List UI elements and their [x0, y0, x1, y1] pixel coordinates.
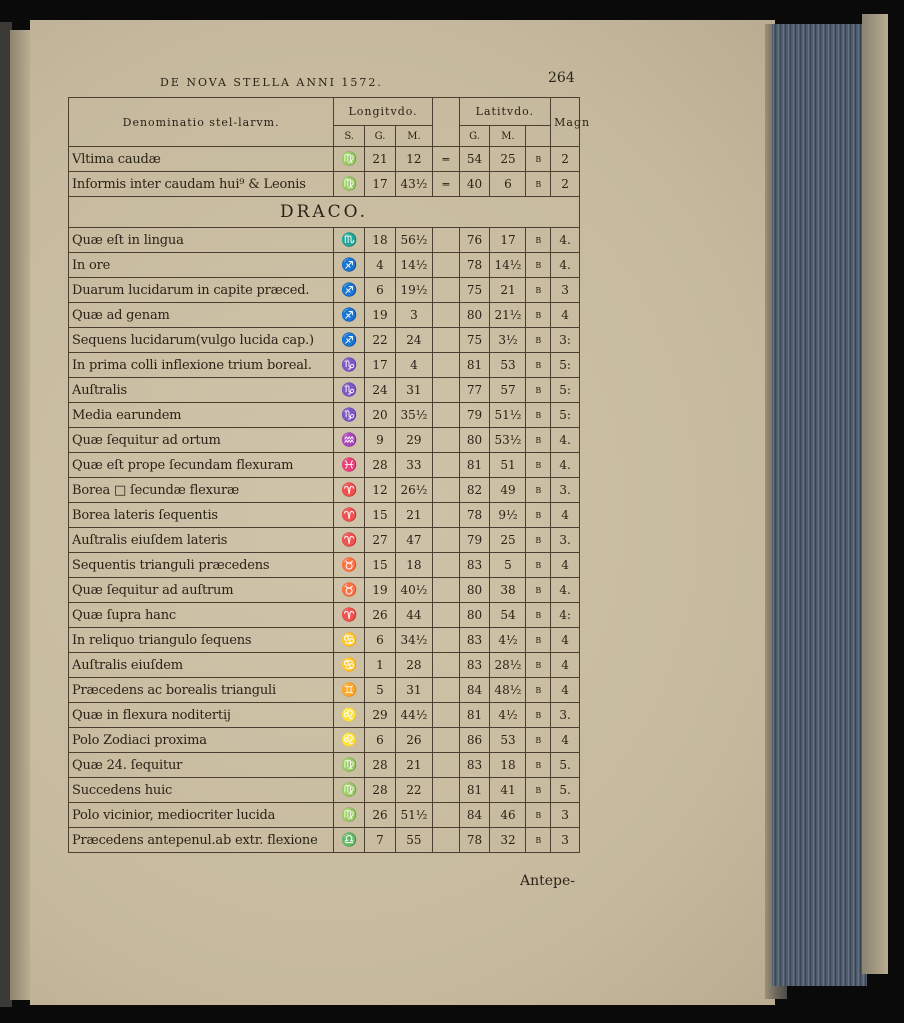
table-row — [69, 828, 580, 853]
magnitude: 4. — [551, 428, 580, 453]
star-name: Informis inter caudam hui⁹ & Leonis — [69, 172, 334, 197]
latitude-minutes: 21 — [490, 278, 526, 303]
longitude-minutes: 31 — [395, 678, 432, 703]
latitude-minutes: 51 — [490, 453, 526, 478]
running-head: DE NOVA STELLA ANNI 1572. — [160, 76, 383, 89]
magnitude: 5. — [551, 778, 580, 803]
longitude-minutes: 31 — [395, 378, 432, 403]
longitude-minutes: 43½ — [395, 172, 432, 197]
table-row — [69, 803, 580, 828]
longitude-degrees: 5 — [365, 678, 396, 703]
table-row — [69, 228, 580, 253]
column-rule — [432, 228, 459, 253]
star-name: In reliquo triangulo ſequens — [69, 628, 334, 653]
latitude-degrees: 81 — [459, 703, 490, 728]
page-number: 264 — [548, 70, 575, 86]
catchword: Antepe- — [520, 873, 576, 889]
latitude-direction: B — [526, 303, 551, 328]
latitude-degrees: 83 — [459, 628, 490, 653]
star-name: Quæ 24. ſequitur — [69, 753, 334, 778]
magnitude: 4 — [551, 553, 580, 578]
latitude-direction: B — [526, 253, 551, 278]
star-name: Præcedens antepenul.ab extr. flexione — [69, 828, 334, 853]
longitude-minutes: 56½ — [395, 228, 432, 253]
header-longitudo: Longitvdo. — [334, 98, 433, 126]
zodiac-sign: ♌ — [334, 703, 365, 728]
longitude-degrees: 29 — [365, 703, 396, 728]
latitude-degrees: 81 — [459, 453, 490, 478]
table-row — [69, 578, 580, 603]
star-name: Quæ ad genam — [69, 303, 334, 328]
magnitude: 3 — [551, 803, 580, 828]
table-row — [69, 728, 580, 753]
header-denominatio: Denominatio stel-larvm. — [69, 98, 334, 147]
table-row — [69, 253, 580, 278]
latitude-direction: B — [526, 603, 551, 628]
longitude-degrees: 19 — [365, 303, 396, 328]
latitude-minutes: 25 — [490, 528, 526, 553]
magnitude: 5: — [551, 378, 580, 403]
longitude-degrees: 28 — [365, 753, 396, 778]
column-rule — [432, 628, 459, 653]
latitude-direction: B — [526, 453, 551, 478]
longitude-minutes: 3 — [395, 303, 432, 328]
latitude-degrees: 78 — [459, 253, 490, 278]
latitude-direction: B — [526, 172, 551, 197]
longitude-minutes: 26 — [395, 728, 432, 753]
column-rule — [432, 378, 459, 403]
longitude-minutes: 18 — [395, 553, 432, 578]
longitude-degrees: 28 — [365, 453, 396, 478]
latitude-direction: B — [526, 653, 551, 678]
star-name: Quæ eſt in lingua — [69, 228, 334, 253]
zodiac-sign: ♋ — [334, 628, 365, 653]
star-name: In prima colli inflexione trium boreal. — [69, 353, 334, 378]
table-row — [69, 172, 580, 197]
latitude-minutes: 32 — [490, 828, 526, 853]
subheader-gradus: G. — [365, 126, 396, 147]
longitude-minutes: 55 — [395, 828, 432, 853]
longitude-minutes: 24 — [395, 328, 432, 353]
latitude-direction: B — [526, 147, 551, 172]
latitude-minutes: 25 — [490, 147, 526, 172]
latitude-minutes: 51½ — [490, 403, 526, 428]
table-row — [69, 478, 580, 503]
longitude-degrees: 28 — [365, 778, 396, 803]
magnitude: 4. — [551, 228, 580, 253]
latitude-degrees: 82 — [459, 478, 490, 503]
magnitude: 4: — [551, 603, 580, 628]
longitude-minutes: 51½ — [395, 803, 432, 828]
magnitude: 4 — [551, 678, 580, 703]
column-rule — [432, 403, 459, 428]
longitude-minutes: 40½ — [395, 578, 432, 603]
magnitude: 4 — [551, 653, 580, 678]
latitude-direction: B — [526, 678, 551, 703]
latitude-direction: B — [526, 728, 551, 753]
longitude-degrees: 17 — [365, 353, 396, 378]
latitude-degrees: 75 — [459, 278, 490, 303]
longitude-minutes: 14½ — [395, 253, 432, 278]
table-row — [69, 653, 580, 678]
star-name: Quæ eſt prope ſecundam flexuram — [69, 453, 334, 478]
magnitude: 4 — [551, 628, 580, 653]
longitude-degrees: 12 — [365, 478, 396, 503]
subheader-lat-minuta: M. — [490, 126, 526, 147]
latitude-direction: B — [526, 228, 551, 253]
star-name: Auſtralis — [69, 378, 334, 403]
longitude-minutes: 19½ — [395, 278, 432, 303]
zodiac-sign: ♋ — [334, 653, 365, 678]
latitude-minutes: 6 — [490, 172, 526, 197]
column-rule — [432, 528, 459, 553]
latitude-degrees: 77 — [459, 378, 490, 403]
column-rule — [432, 778, 459, 803]
zodiac-sign: ♈ — [334, 528, 365, 553]
latitude-degrees: 40 — [459, 172, 490, 197]
column-rule — [432, 478, 459, 503]
longitude-degrees: 7 — [365, 828, 396, 853]
table-row — [69, 678, 580, 703]
column-rule — [432, 328, 459, 353]
subheader-b-spacer — [526, 126, 551, 147]
magnitude: 3 — [551, 828, 580, 853]
latitude-minutes: 46 — [490, 803, 526, 828]
longitude-minutes: 34½ — [395, 628, 432, 653]
book-board-right — [862, 14, 888, 974]
column-rule — [432, 753, 459, 778]
latitude-direction: B — [526, 703, 551, 728]
magnitude: 4. — [551, 578, 580, 603]
magnitude: 4 — [551, 728, 580, 753]
column-rule — [432, 453, 459, 478]
column-rule — [432, 428, 459, 453]
latitude-direction: B — [526, 353, 551, 378]
latitude-direction: B — [526, 478, 551, 503]
latitude-minutes: 3½ — [490, 328, 526, 353]
zodiac-sign: ♈ — [334, 603, 365, 628]
latitude-degrees: 83 — [459, 553, 490, 578]
magnitude: 4 — [551, 503, 580, 528]
longitude-degrees: 19 — [365, 578, 396, 603]
latitude-degrees: 54 — [459, 147, 490, 172]
table-row — [69, 303, 580, 328]
zodiac-sign: ♊ — [334, 678, 365, 703]
zodiac-sign: ♑ — [334, 403, 365, 428]
magnitude: 5. — [551, 753, 580, 778]
longitude-degrees: 17 — [365, 172, 396, 197]
latitude-minutes: 4½ — [490, 703, 526, 728]
zodiac-sign: ♌ — [334, 728, 365, 753]
header-latitudo: Latitvdo. — [459, 98, 550, 126]
column-rule — [432, 703, 459, 728]
longitude-degrees: 6 — [365, 628, 396, 653]
longitude-degrees: 9 — [365, 428, 396, 453]
longitude-degrees: 22 — [365, 328, 396, 353]
zodiac-sign: ♏ — [334, 228, 365, 253]
column-rule — [432, 278, 459, 303]
header-magnitude: Magn — [551, 98, 580, 147]
longitude-degrees: 24 — [365, 378, 396, 403]
magnitude: 5: — [551, 403, 580, 428]
latitude-direction: B — [526, 378, 551, 403]
column-rule — [432, 803, 459, 828]
longitude-minutes: 29 — [395, 428, 432, 453]
table-row — [69, 278, 580, 303]
column-rule — [432, 653, 459, 678]
latitude-direction: B — [526, 578, 551, 603]
latitude-degrees: 80 — [459, 578, 490, 603]
column-rule — [432, 828, 459, 853]
column-rule — [432, 303, 459, 328]
magnitude: 4. — [551, 253, 580, 278]
star-name: Polo Zodiaci proxima — [69, 728, 334, 753]
latitude-minutes: 9½ — [490, 503, 526, 528]
longitude-degrees: 6 — [365, 278, 396, 303]
latitude-degrees: 83 — [459, 653, 490, 678]
subheader-signum: S. — [334, 126, 365, 147]
magnitude: 3: — [551, 328, 580, 353]
zodiac-sign: ♐ — [334, 278, 365, 303]
star-name: Vltima caudæ — [69, 147, 334, 172]
longitude-minutes: 4 — [395, 353, 432, 378]
latitude-degrees: 75 — [459, 328, 490, 353]
star-name: Quæ ſequitur ad ortum — [69, 428, 334, 453]
zodiac-sign: ♐ — [334, 303, 365, 328]
star-name: Borea lateris ſequentis — [69, 503, 334, 528]
latitude-minutes: 18 — [490, 753, 526, 778]
latitude-degrees: 80 — [459, 428, 490, 453]
latitude-minutes: 48½ — [490, 678, 526, 703]
latitude-direction: B — [526, 778, 551, 803]
latitude-minutes: 53 — [490, 353, 526, 378]
star-name: Auſtralis eiuſdem lateris — [69, 528, 334, 553]
latitude-direction: B — [526, 828, 551, 853]
magnitude: 3. — [551, 703, 580, 728]
longitude-degrees: 4 — [365, 253, 396, 278]
zodiac-sign: ♉ — [334, 553, 365, 578]
subheader-lat-gradus: G. — [459, 126, 490, 147]
latitude-degrees: 80 — [459, 303, 490, 328]
latitude-degrees: 76 — [459, 228, 490, 253]
latitude-minutes: 5 — [490, 553, 526, 578]
zodiac-sign: ♈ — [334, 478, 365, 503]
longitude-degrees: 1 — [365, 653, 396, 678]
table-row — [69, 603, 580, 628]
longitude-minutes: 21 — [395, 753, 432, 778]
magnitude: 5: — [551, 353, 580, 378]
star-name: Borea □ ſecundæ flexuræ — [69, 478, 334, 503]
zodiac-sign: ♍ — [334, 172, 365, 197]
table-row — [69, 778, 580, 803]
column-rule — [432, 253, 459, 278]
star-name: Succedens huic — [69, 778, 334, 803]
column-rule — [432, 503, 459, 528]
latitude-direction: B — [526, 553, 551, 578]
column-rule — [432, 678, 459, 703]
table-row — [69, 403, 580, 428]
longitude-degrees: 27 — [365, 528, 396, 553]
zodiac-sign: ♎ — [334, 828, 365, 853]
star-name: Media earundem — [69, 403, 334, 428]
latitude-minutes: 54 — [490, 603, 526, 628]
latitude-direction: B — [526, 528, 551, 553]
magnitude: 4 — [551, 303, 580, 328]
longitude-degrees: 20 — [365, 403, 396, 428]
longitude-minutes: 35½ — [395, 403, 432, 428]
latitude-direction: B — [526, 278, 551, 303]
latitude-minutes: 21½ — [490, 303, 526, 328]
star-name: Præcedens ac borealis trianguli — [69, 678, 334, 703]
column-rule: ═ — [432, 147, 459, 172]
latitude-direction: B — [526, 803, 551, 828]
zodiac-sign: ♍ — [334, 803, 365, 828]
page-block-fore-edge — [772, 24, 867, 986]
table-row — [69, 553, 580, 578]
column-rule — [432, 553, 459, 578]
zodiac-sign: ♉ — [334, 578, 365, 603]
table-row — [69, 378, 580, 403]
longitude-degrees: 26 — [365, 603, 396, 628]
latitude-degrees: 78 — [459, 503, 490, 528]
star-name: In ore — [69, 253, 334, 278]
zodiac-sign: ♓ — [334, 453, 365, 478]
zodiac-sign: ♑ — [334, 378, 365, 403]
table-row — [69, 703, 580, 728]
latitude-degrees: 81 — [459, 353, 490, 378]
table-row — [69, 147, 580, 172]
star-name: Polo vicinior, mediocriter lucida — [69, 803, 334, 828]
latitude-direction: B — [526, 403, 551, 428]
latitude-minutes: 49 — [490, 478, 526, 503]
latitude-minutes: 28½ — [490, 653, 526, 678]
zodiac-sign: ♈ — [334, 503, 365, 528]
latitude-direction: B — [526, 328, 551, 353]
magnitude: 2 — [551, 172, 580, 197]
longitude-degrees: 15 — [365, 503, 396, 528]
latitude-degrees: 84 — [459, 803, 490, 828]
latitude-minutes: 41 — [490, 778, 526, 803]
latitude-minutes: 57 — [490, 378, 526, 403]
star-catalogue-table — [68, 97, 591, 853]
latitude-degrees: 79 — [459, 403, 490, 428]
star-name: Sequentis trianguli præcedens — [69, 553, 334, 578]
latitude-minutes: 14½ — [490, 253, 526, 278]
longitude-degrees: 21 — [365, 147, 396, 172]
longitude-minutes: 21 — [395, 503, 432, 528]
table-row — [69, 528, 580, 553]
longitude-minutes: 44½ — [395, 703, 432, 728]
longitude-minutes: 33 — [395, 453, 432, 478]
subheader-minuta: M. — [395, 126, 432, 147]
longitude-degrees: 26 — [365, 803, 396, 828]
latitude-direction: B — [526, 628, 551, 653]
longitude-degrees: 15 — [365, 553, 396, 578]
star-name: Duarum lucidarum in capite præced. — [69, 278, 334, 303]
table-row — [69, 353, 580, 378]
table-row — [69, 753, 580, 778]
latitude-degrees: 83 — [459, 753, 490, 778]
star-name: Sequens lucidarum(vulgo lucida cap.) — [69, 328, 334, 353]
magnitude: 3. — [551, 528, 580, 553]
section-row — [69, 197, 580, 228]
table-row — [69, 503, 580, 528]
latitude-minutes: 53 — [490, 728, 526, 753]
section-title: DRACO. — [69, 197, 580, 228]
latitude-direction: B — [526, 503, 551, 528]
latitude-minutes: 4½ — [490, 628, 526, 653]
column-rule: ═ — [432, 172, 459, 197]
table-row — [69, 328, 580, 353]
latitude-direction: B — [526, 753, 551, 778]
latitude-degrees: 86 — [459, 728, 490, 753]
table-row — [69, 628, 580, 653]
column-rule — [432, 603, 459, 628]
zodiac-sign: ♍ — [334, 147, 365, 172]
star-name: Auſtralis eiuſdem — [69, 653, 334, 678]
latitude-degrees: 79 — [459, 528, 490, 553]
zodiac-sign: ♒ — [334, 428, 365, 453]
longitude-minutes: 44 — [395, 603, 432, 628]
zodiac-sign: ♐ — [334, 328, 365, 353]
longitude-minutes: 47 — [395, 528, 432, 553]
latitude-direction: B — [526, 428, 551, 453]
zodiac-sign: ♍ — [334, 753, 365, 778]
latitude-degrees: 78 — [459, 828, 490, 853]
magnitude: 3 — [551, 278, 580, 303]
latitude-degrees: 81 — [459, 778, 490, 803]
zodiac-sign: ♑ — [334, 353, 365, 378]
star-name: Quæ ſequitur ad auſtrum — [69, 578, 334, 603]
longitude-minutes: 26½ — [395, 478, 432, 503]
zodiac-sign: ♐ — [334, 253, 365, 278]
star-name: Quæ in flexura noditertij — [69, 703, 334, 728]
latitude-degrees: 84 — [459, 678, 490, 703]
longitude-degrees: 18 — [365, 228, 396, 253]
column-rule — [432, 728, 459, 753]
longitude-minutes: 12 — [395, 147, 432, 172]
latitude-minutes: 38 — [490, 578, 526, 603]
column-rule — [432, 578, 459, 603]
longitude-minutes: 22 — [395, 778, 432, 803]
table-row — [69, 428, 580, 453]
header-spacer — [432, 98, 459, 147]
latitude-degrees: 80 — [459, 603, 490, 628]
magnitude: 3. — [551, 478, 580, 503]
magnitude: 4. — [551, 453, 580, 478]
latitude-minutes: 17 — [490, 228, 526, 253]
longitude-minutes: 28 — [395, 653, 432, 678]
table-header-row — [69, 98, 580, 126]
star-name: Quæ ſupra hanc — [69, 603, 334, 628]
column-rule — [432, 353, 459, 378]
longitude-degrees: 6 — [365, 728, 396, 753]
table-row — [69, 453, 580, 478]
latitude-minutes: 53½ — [490, 428, 526, 453]
zodiac-sign: ♍ — [334, 778, 365, 803]
magnitude: 2 — [551, 147, 580, 172]
